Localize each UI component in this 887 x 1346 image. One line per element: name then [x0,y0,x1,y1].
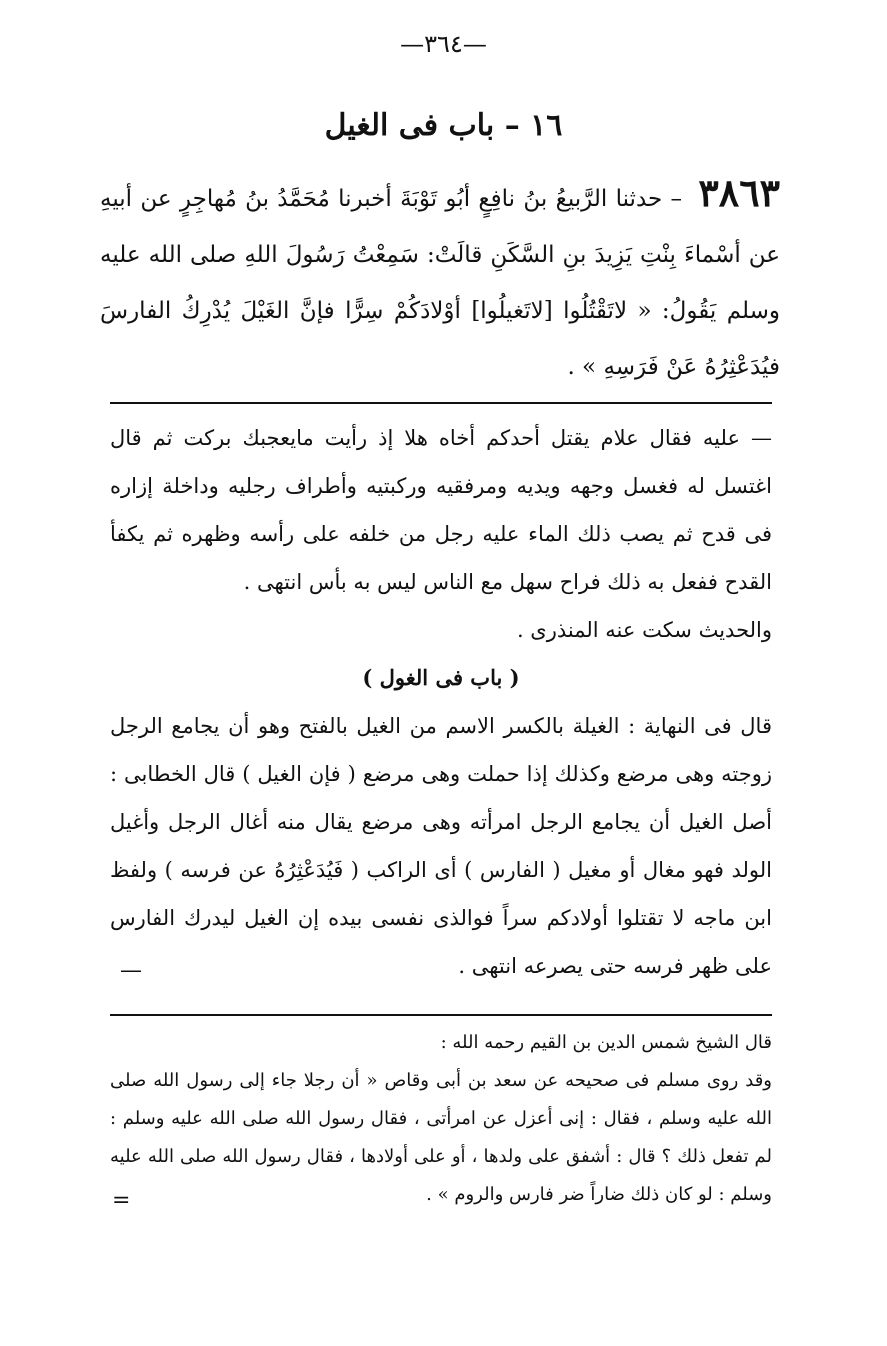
divider-bottom [110,1014,772,1016]
commentary-paragraph-3: قال فى النهاية : الغيلة بالكسر الاسم من الغيل بالفتح وهو أن يجامع الرجل زوجته وهى مرضع وكذلك إذا حملت وهى مرضع ( فإن الغيل ) قال الخطابى : أصل الغيل أن يجامع الرجل امرأته وهى مرضع يقال منه أغال الرجل وأغيل الولد فهو مغال أو مغيل ( الفارس ) أى الراكب ( فَيُدَعْثِرُهُ عن فرسه ) ولفظ ابن ماجه لا تقتلوا أولادكم سراً فوالذى نفسى بيده إن الغيل ليدرك الفارس على ظهر فرسه حتى يصرعه انتهى . [110,714,772,978]
hadith-number: ٣٨٦٣ [698,170,781,215]
commentary-block [110,414,772,990]
chapter-title: ١٦ – باب فى الغيل [324,108,563,143]
commentary-paragraph-2: والحديث سكت عنه المنذرى . [516,618,772,642]
page-number: —٣٦٤— [400,30,487,58]
divider-top [110,402,772,404]
section-title: ( باب فى الغول ) [362,665,520,690]
commentary-paragraph-1: — عليه فقال علام يقتل أحدكم أخاه هلا إذ رأيت مايعجبك بركت ثم قال اغتسل له فغسل وجهه ويديه ومرفقيه وركبتيه وأطراف رجليه وداخلة إزاره فى قدح ثم يصب ذلك الماء عليه رجل من خلفه على رأسه وظهره ثم يكفأ القدح ففعل به ذلك فراح سهل مع الناس ليس به بأس انتهى . [110,426,772,594]
continuation-dash: — [120,958,142,983]
ibn-qayyim-block [110,1024,772,1214]
hadith-text: – حدثنا الرَّبيعُ بنُ نافِعٍ أبُو تَوْبَةَ أخبرنا مُحَمَّدُ بنُ مُهاجِرٍ عن أبيهِ عن أسْماءَ بِنْتِ يَزِيدَ بنِ السَّكَنِ قالَتْ: سَمِعْتُ رَسُولَ اللهِ صلى الله عليه وسلم يَقُولُ: « لاتَقْتُلُوا [لاتَغيلُوا] أوْلادَكُمْ سِرًّا فإنَّ الغَيْلَ يُدْرِكُ الفارسَ فيُدَعْثِرُهُ عَنْ فَرَسِهِ » . [100,186,780,380]
ibn-qayyim-intro: قال الشيخ شمس الدين بن القيم رحمه الله : [440,1032,772,1053]
hadith-block [100,165,780,395]
ibn-qayyim-text: وقد روى مسلم فى صحيحه عن سعد بن أبى وقاص « أن رجلا جاء إلى رسول الله صلى الله عليه وسلم ، فقال : إنى أعزل عن امرأتى ، فقال رسول الله صلى الله عليه وسلم : لم تفعل ذلك ؟ قال : أشفق على ولدها ، أو على أولادها ، فقال رسول الله صلى الله عليه وسلم : لو كان ذلك ضاراً ضر فارس والروم » . [110,1070,772,1205]
end-mark: = [112,1188,131,1213]
